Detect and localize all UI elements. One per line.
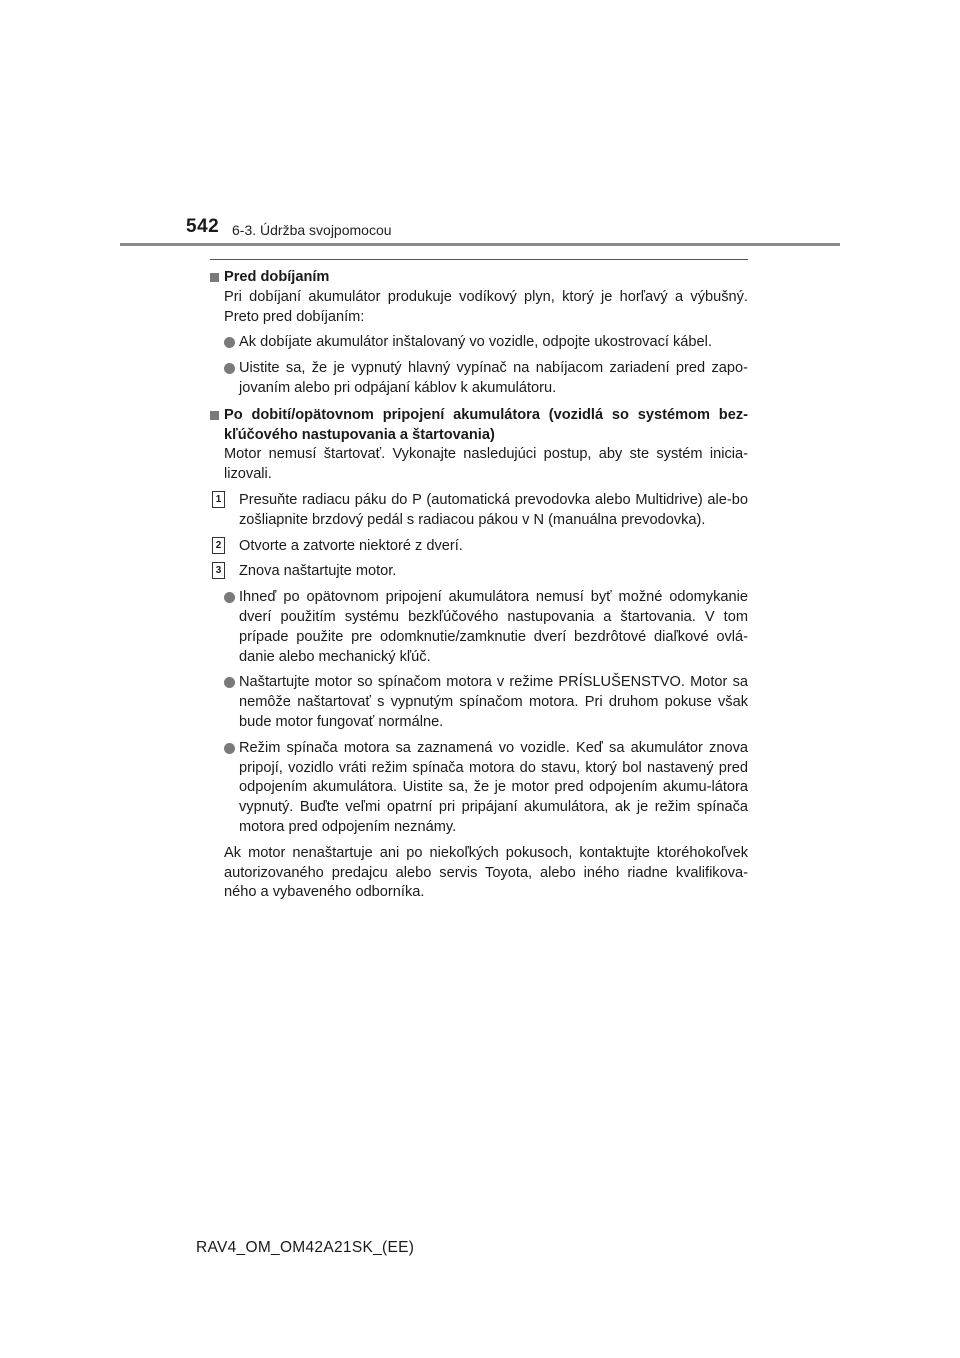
square-bullet-icon [210,411,219,420]
list-item-text: Ihneď po opätovnom pripojení akumulátora nemusí byť možné odomykanie dverí použitím systému bezkľúčového nastupovania a štartovania. V tom prípade použite pre odomknutie/zamknutie dverí bezdrôtové diaľkové ovlá-danie alebo mechanický kľúč. [239,589,748,665]
page-number: 542 [186,216,220,237]
list-item [210,673,748,732]
list-item-text: Naštartujte motor so spínačom motora v režime PRÍSLUŠENSTVO. Motor sa nemôže naštartovať s vypnutým spínačom motora. Pri druhom pokuse však bude motor fungovať normálne. [239,674,748,730]
section-body: Pri dobíjaní akumulátor produkuje vodíkový plyn, ktorý je horľavý a výbušný. Preto pred dobíjaním: [224,288,748,325]
round-bullet-icon [224,363,235,374]
step-item [210,562,748,582]
step-text: Znova naštartujte motor. [239,563,397,580]
section-after-charging [210,406,748,903]
section-before-charging [210,268,748,399]
step-text: Presuňte radiacu páku do P (automatická prevodovka alebo Multidrive) ale-bo zošliapnite brzdový pedál s radiacou pákou v N (manuálna prevodovka). [239,491,748,528]
step-item [210,537,748,557]
list-item-text: Režim spínača motora sa zaznamená vo vozidle. Keď sa akumulátor znova pripojí, vozidlo vráti režim spínača motora do stavu, ktorý bol nastavený pred odpojením akumulátora. Uistite sa, že je motor pred odpojením akumu-látora vypnutý. Buďte veľmi opatrní pri pripájaní akumulátora, ak je režim spínača motora pred odpojením neznámy. [239,739,748,835]
section-heading-text: Po dobití/opätovnom pripojení akumulátora (vozidlá so systémom bez-kľúčového nastupovania a štartovania) [224,406,748,443]
document-code: RAV4_OM_OM42A21SK_(EE) [196,1239,415,1256]
square-bullet-icon [210,273,219,282]
step-number: 2 [212,537,225,554]
section-heading [210,406,748,446]
list-item [210,739,748,838]
header-rule [120,243,840,246]
step-text: Otvorte a zatvorte niektoré z dverí. [239,537,463,554]
list-item [210,333,748,353]
section-heading-text: Pred dobíjaním [224,269,330,285]
section-body: Motor nemusí štartovať. Vykonajte nasledujúci postup, aby ste systém inicia-lizovali. [224,446,748,483]
step-number: 3 [212,562,225,579]
step-item [210,491,748,531]
list-item [210,588,748,667]
page-content [210,268,748,910]
closing-paragraph: Ak motor nenaštartuje ani po niekoľkých pokusoch, kontaktujte ktoréhokoľvek autorizovaného predajcu alebo servis Toyota, alebo iného riadne kvalifikova-ného a vybaveného odborníka. [224,844,748,901]
list-item-text: Uistite sa, že je vypnutý hlavný vypínač na nabíjacom zariadení pred zapo-jovaním alebo pri odpájaní káblov k akumulátoru. [239,360,748,396]
section-title: 6-3. Údržba svojpomocou [232,222,392,238]
section-heading [210,268,748,288]
step-number: 1 [212,491,225,508]
round-bullet-icon [224,337,235,348]
list-item-text: Ak dobíjate akumulátor inštalovaný vo vozidle, odpojte ukostrovací kábel. [239,334,712,351]
round-bullet-icon [224,743,235,754]
content-top-rule [210,259,748,260]
round-bullet-icon [224,677,235,688]
round-bullet-icon [224,592,235,603]
list-item [210,359,748,399]
